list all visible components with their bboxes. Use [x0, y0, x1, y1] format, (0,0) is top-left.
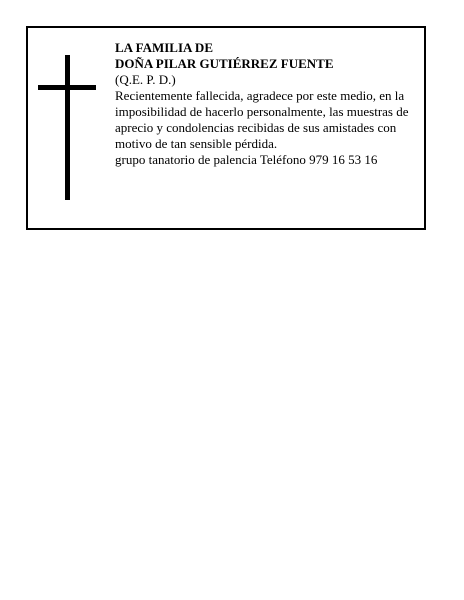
notice-body: Recientemente fallecida, agradece por este medio, en la imposibilidad de hacerlo personalmente, las muestras de aprecio y condolencias recibidas de sus amistades con motivo de tan sensible pérdida.: [115, 88, 409, 151]
deceased-name: DOÑA PILAR GUTIÉRREZ FUENTE: [115, 56, 334, 71]
notice-footer: grupo tanatorio de palencia Teléfono 979 16 53 16: [115, 152, 378, 167]
notice-text: [115, 40, 425, 168]
obituary-notice: [26, 26, 426, 230]
latin-cross-icon: [38, 55, 96, 200]
notice-heading-line1: LA FAMILIA DE: [115, 40, 213, 55]
qepd-text: (Q.E. P. D.): [115, 72, 176, 87]
